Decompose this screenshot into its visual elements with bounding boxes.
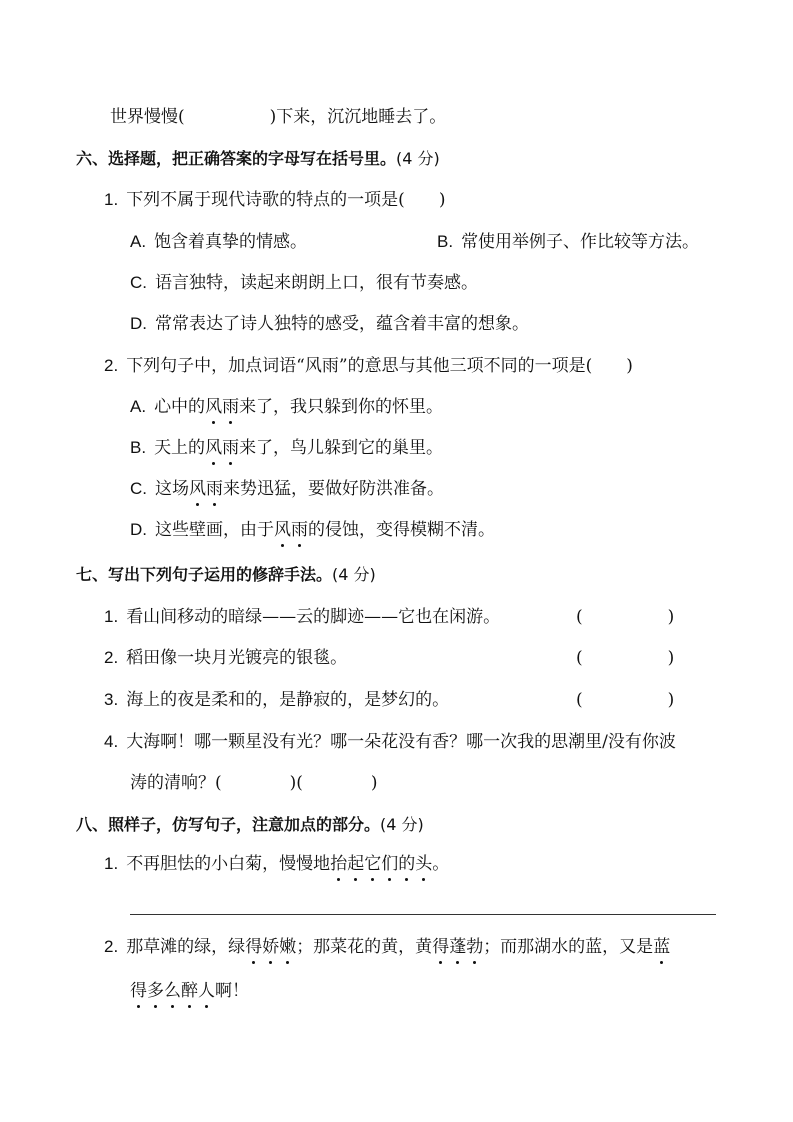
option-text: 语言独特，读起来朗朗上口，很有节奏感。 <box>155 273 478 293</box>
question-7-4 <box>104 731 676 753</box>
dotted-word: 雨 <box>291 520 308 540</box>
option-6-1-a <box>130 231 307 253</box>
option-text: 来了，我只躲到你的怀里。 <box>239 397 444 417</box>
question-number: 4. <box>104 732 119 751</box>
dotted-word: 风 <box>189 479 206 499</box>
question-text: 看山间移动的暗绿——云的脚迹——它也在闲游。 <box>126 607 501 627</box>
question-8-1 <box>104 853 449 875</box>
dotted-word: 雨 <box>206 479 223 499</box>
question-number: 2. <box>104 356 119 375</box>
dotted-char: 勃 <box>466 937 484 957</box>
question-6-1 <box>104 189 445 211</box>
question-text: 下列不属于现代诗歌的特点的一项是( ) <box>126 190 446 210</box>
dotted-char: 么 <box>164 981 181 1001</box>
continuation-line: 世界慢慢( )下来，沉沉地睡去了。 <box>110 107 447 127</box>
question-text: 啊！ <box>215 981 249 1001</box>
question-number: 1. <box>104 854 119 873</box>
option-6-2-a <box>130 396 443 418</box>
question-7-4-line-2: 涛的清响？( )( ) <box>130 773 378 793</box>
option-6-2-d <box>130 519 495 541</box>
option-letter: D. <box>130 314 147 333</box>
section-8-title: 八、照样子，仿写句子，注意加点的部分。 <box>76 815 381 834</box>
option-text: 天上的 <box>154 438 206 458</box>
question-text: 稻田像一块月光镀亮的银毯。 <box>126 648 348 668</box>
dotted-char: 得 <box>130 981 147 1001</box>
dotted-word: 雨 <box>222 397 240 417</box>
question-text: 大海啊！哪一颗星没有光？哪一朵花没有香？哪一次我的思潮里/没有你波 <box>126 732 676 752</box>
option-text: 来了，鸟儿躲到它的巢里。 <box>239 438 444 458</box>
section-6-heading <box>76 148 440 170</box>
dotted-char: 多 <box>147 981 164 1001</box>
option-text: 这些壁画，由于 <box>155 520 274 540</box>
option-letter: C. <box>130 479 147 498</box>
question-8-2-line-2 <box>130 980 249 1002</box>
question-number: 2. <box>104 937 119 956</box>
question-text: 下列句子中，加点词语“风雨”的意思与其他三项不同的一项是( ) <box>126 356 633 376</box>
section-6-points: (4 分) <box>396 149 440 168</box>
question-number: 1. <box>104 607 119 626</box>
option-letter: A. <box>130 232 147 251</box>
dotted-word: 风 <box>274 520 291 540</box>
dotted-char: 头 <box>415 854 433 874</box>
dotted-char: 得 <box>245 937 263 957</box>
option-6-1-c <box>130 272 478 294</box>
question-text: 那草滩的绿，绿 <box>126 937 246 957</box>
dotted-char: 醉 <box>181 981 198 1001</box>
dotted-char: 的 <box>398 854 416 874</box>
question-number: 3. <box>104 690 119 709</box>
option-text: 常使用举例子、作比较等方法。 <box>461 232 700 252</box>
answer-blank[interactable]: ( ) <box>576 690 675 710</box>
section-7-points: (4 分) <box>332 565 376 584</box>
answer-blank[interactable]: ( ) <box>576 607 675 627</box>
dotted-char: 们 <box>381 854 399 874</box>
option-6-2-c <box>130 478 444 500</box>
dotted-char: 娇 <box>262 937 280 957</box>
answer-line[interactable] <box>130 914 716 915</box>
option-6-2-b <box>130 437 443 459</box>
section-7-title: 七、写出下列句子运用的修辞手法。 <box>76 565 333 584</box>
option-text: 心中的 <box>154 397 206 417</box>
question-7-3 <box>104 689 449 711</box>
question-6-2 <box>104 355 633 377</box>
option-text: 饱含着真挚的情感。 <box>154 232 308 252</box>
section-6-title: 六、选择题，把正确答案的字母写在括号里。 <box>76 149 397 168</box>
question-text: 。 <box>432 854 450 874</box>
option-6-1-d <box>130 313 529 335</box>
option-text: 来势迅猛，要做好防洪准备。 <box>223 479 444 499</box>
question-7-2 <box>104 647 347 669</box>
dotted-char: 蓝 <box>653 937 671 957</box>
dotted-word: 雨 <box>222 438 240 458</box>
dotted-word: 风 <box>205 397 223 417</box>
question-text: 不再胆怯的小白菊，慢慢地 <box>126 854 331 874</box>
option-text: 的侵蚀，变得模糊不清。 <box>308 520 495 540</box>
question-number: 1. <box>104 190 119 209</box>
option-letter: B. <box>130 438 147 457</box>
dotted-char: 起 <box>347 854 365 874</box>
question-7-1 <box>104 606 500 628</box>
dotted-word: 风 <box>205 438 223 458</box>
option-text: 这场 <box>155 479 189 499</box>
dotted-char: 它 <box>364 854 382 874</box>
question-text: ；而那湖水的蓝，又是 <box>483 937 654 957</box>
section-8-points: (4 分) <box>380 815 424 834</box>
question-text: 海上的夜是柔和的，是静寂的，是梦幻的。 <box>126 690 450 710</box>
dotted-char: 得 <box>432 937 450 957</box>
dotted-char: 嫩 <box>279 937 297 957</box>
option-letter: C. <box>130 273 147 292</box>
dotted-char: 抬 <box>330 854 348 874</box>
option-6-1-b <box>437 231 699 253</box>
option-letter: D. <box>130 520 147 539</box>
answer-blank[interactable]: ( ) <box>576 648 675 668</box>
option-letter: A. <box>130 397 147 416</box>
section-8-heading <box>76 814 424 836</box>
option-text: 常常表达了诗人独特的感受，蕴含着丰富的想象。 <box>155 314 529 334</box>
question-text: ；那菜花的黄，黄 <box>296 937 433 957</box>
dotted-char: 蓬 <box>449 937 467 957</box>
option-letter: B. <box>437 232 454 251</box>
section-7-heading <box>76 564 376 586</box>
question-8-2 <box>104 936 670 958</box>
dotted-char: 人 <box>198 981 215 1001</box>
question-number: 2. <box>104 648 119 667</box>
